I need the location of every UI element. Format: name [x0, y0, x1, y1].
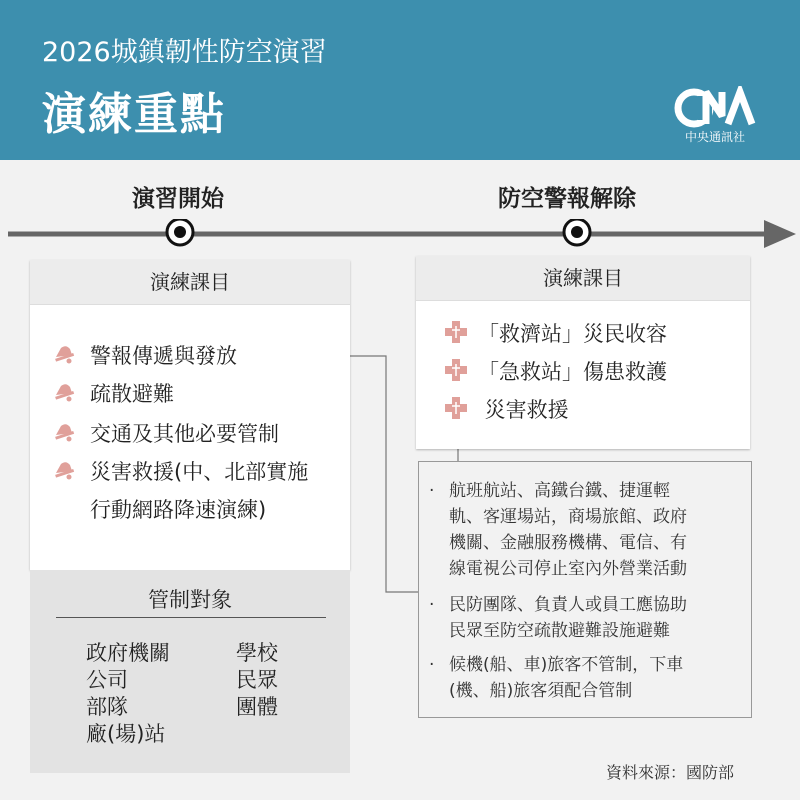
page-title: 演練重點: [42, 89, 226, 140]
logo-text: 中央通訊社: [684, 130, 745, 144]
target-item: 政府機關: [86, 641, 170, 665]
bell-icon: [52, 458, 76, 482]
left-card-heading: 演練課目: [30, 260, 350, 305]
note-line: (機、船)旅客須配合管制: [449, 681, 633, 701]
right-item-1: 「救濟站」災民收容: [478, 322, 667, 346]
right-drill-card: [416, 256, 750, 449]
source-credit: 資料來源：國防部: [606, 763, 735, 782]
left-item-4-cont: 行動網路降速演練): [90, 498, 267, 522]
right-item-3: 災害救援: [478, 398, 569, 422]
bell-icon: [52, 342, 76, 366]
target-item: 公司: [86, 668, 128, 692]
first-aid-icon: [444, 358, 468, 382]
note-3-text: [449, 652, 745, 704]
target-item: 部隊: [86, 695, 128, 719]
note-line: 民眾至防空疏散避難設施避難: [449, 621, 670, 641]
divider: [56, 617, 326, 618]
bell-icon: [52, 420, 76, 444]
notes-box: [418, 461, 752, 718]
left-drill-card: [30, 260, 350, 570]
bullet: ‧: [429, 655, 435, 675]
bell-icon: [52, 380, 76, 404]
note-line: 民防團隊、負責人或員工應協助: [449, 595, 687, 615]
first-aid-icon: [444, 396, 468, 420]
note-line: 航班航站、高鐵台鐵、捷運輕: [449, 481, 670, 501]
note-line: 軌、客運場站，商場旅館、政府: [449, 507, 687, 527]
first-aid-icon: [444, 320, 468, 344]
note-1-text: [449, 478, 745, 582]
stage-label-start: 演習開始: [132, 186, 224, 212]
note-line: 候機(船、車)旅客不管制，下車: [449, 655, 684, 675]
note-line: 機關、金融服務機構、電信、有: [449, 533, 687, 553]
target-item: 團體: [236, 695, 278, 719]
right-item-2: 「急救站」傷患救護: [478, 360, 667, 384]
bullet: ‧: [429, 481, 435, 501]
stage-label-end: 防空警報解除: [498, 186, 636, 212]
left-item-3: 交通及其他必要管制: [90, 422, 279, 446]
target-item: 學校: [236, 641, 278, 665]
header-banner: [0, 0, 800, 160]
right-card-heading: 演練課目: [416, 256, 750, 301]
left-item-4: 災害救援(中、北部實施: [90, 460, 309, 484]
control-targets-title: 管制對象: [148, 588, 232, 612]
target-item: 廠(場)站: [86, 722, 166, 746]
page-subtitle: 2026城鎮韌性防空演習: [42, 37, 327, 68]
left-item-2: 疏散避難: [90, 382, 174, 406]
bullet: ‧: [429, 595, 435, 615]
note-line: 線電視公司停止室內外營業活動: [449, 559, 687, 579]
target-item: 民眾: [236, 668, 278, 692]
control-targets-box: [30, 570, 350, 773]
left-item-1: 警報傳遞與發放: [90, 344, 237, 368]
note-2-text: [449, 592, 745, 644]
timeline-arrow: [0, 219, 800, 249]
